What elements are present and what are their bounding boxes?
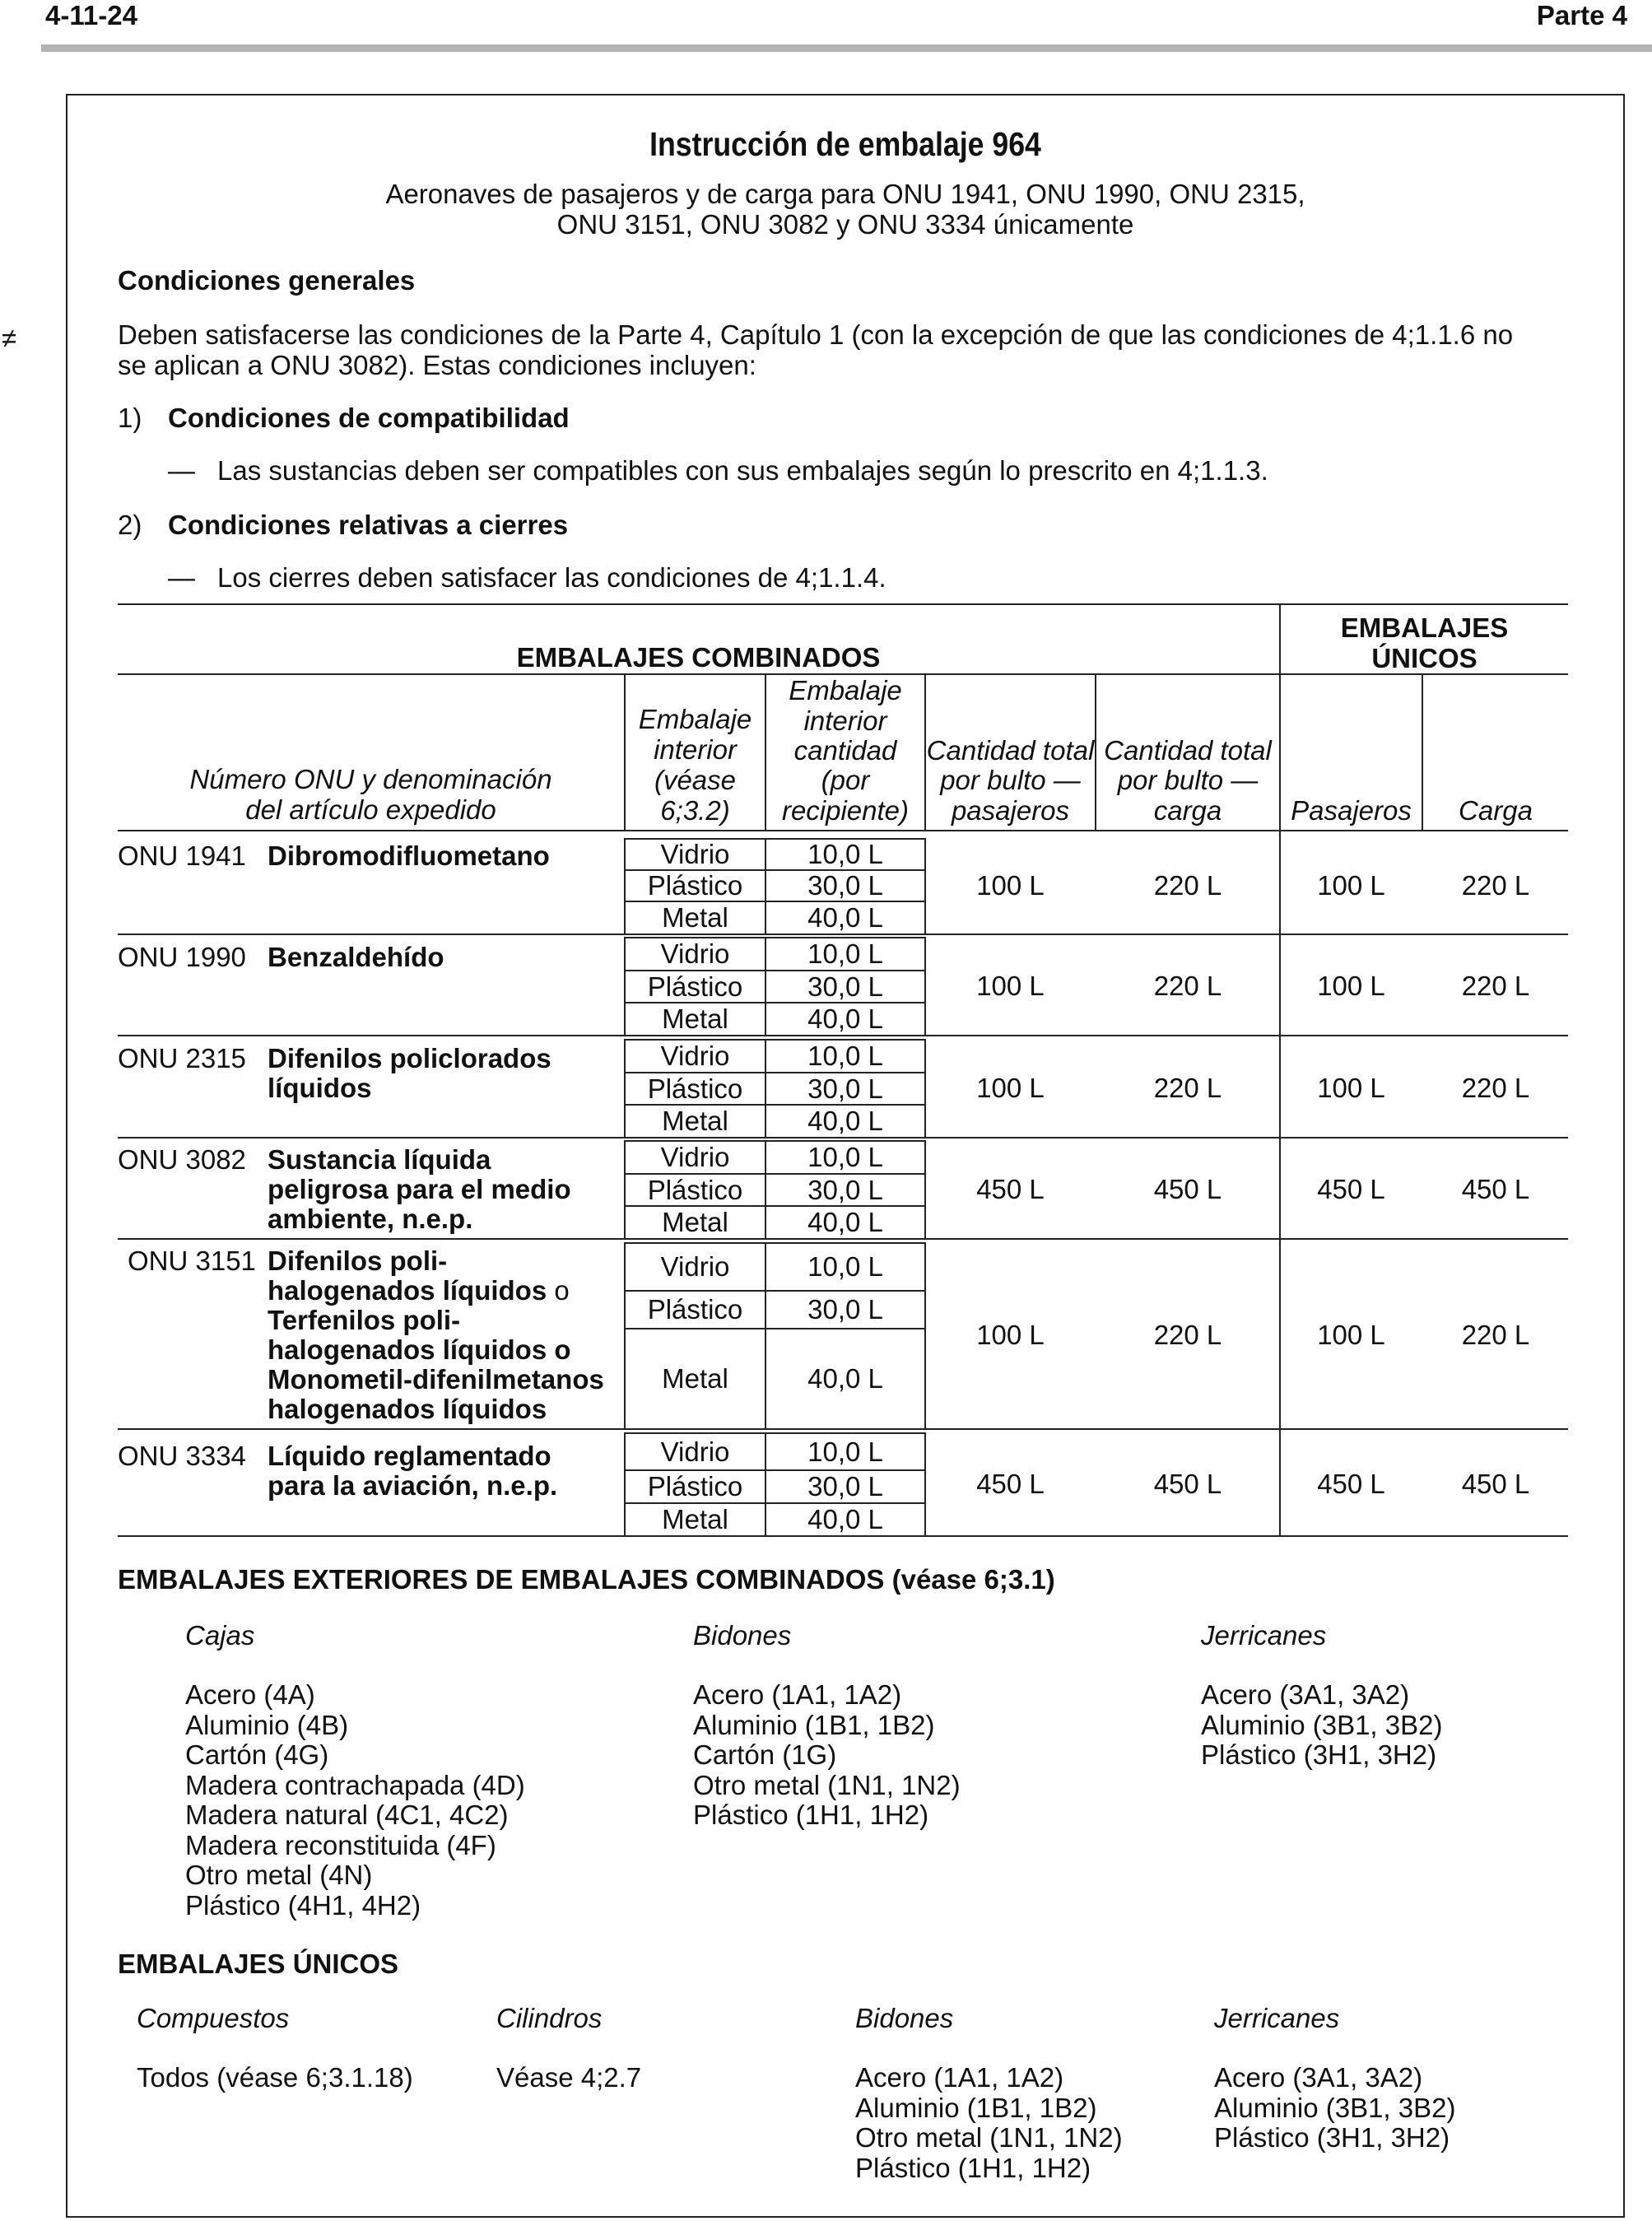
outer-packaging-item: Cartón (1G) — [693, 1739, 837, 1770]
table-top-rule — [118, 603, 1568, 605]
inner-packaging: Metal — [662, 1363, 728, 1394]
single-packaging-item: Aluminio (1B1, 1B2) — [855, 2092, 1097, 2123]
subtitle-line-1: Aeronaves de pasajeros y de carga para ONU 1941, ONU 1990, ONU 2315, — [385, 179, 1305, 209]
substance-name-line: para la aviación, n.e.p. — [268, 1470, 558, 1501]
table-row-rule — [118, 934, 1568, 935]
inner-packaging: Vidrio — [660, 1251, 730, 1282]
single-header-line-1: EMBALAJES — [1340, 612, 1509, 643]
outer-packaging-item: Plástico (4H1, 4H2) — [185, 1889, 421, 1921]
inner-packaging: Plástico — [647, 971, 743, 1002]
inner-quantity: 30,0 L — [807, 1471, 883, 1502]
col-single-pass-header: Pasajeros — [1291, 795, 1412, 826]
inner-quantity: 40,0 L — [807, 902, 883, 933]
col-un-header-2: del artículo expedido — [245, 794, 496, 825]
substance-name-line: halogenados líquidos — [268, 1394, 547, 1424]
inner-packaging: Plástico — [647, 1471, 743, 1502]
col-qty-header-4: (por — [821, 765, 870, 795]
inner-quantity: 40,0 L — [807, 1106, 883, 1136]
inner-packaging: Metal — [662, 1207, 728, 1237]
combined-header: EMBALAJES COMBINADOS — [516, 642, 881, 673]
single-packaging-item: Acero (3A1, 3A2) — [1214, 2062, 1423, 2093]
single-header-rule — [1281, 673, 1568, 675]
outer-packagings-heading: EMBALAJES EXTERIORES DE EMBALAJES COMBINADOS (véase 6;3.1) — [118, 1564, 1055, 1595]
col-un-header-1: Número ONU y denominación — [189, 764, 552, 794]
table-row-rule — [118, 1428, 1568, 1430]
outer-packaging-item: Acero (3A1, 3A2) — [1201, 1679, 1410, 1710]
total-pass-quantity: 100 L — [976, 1320, 1045, 1350]
outer-packaging-item: Cartón (4G) — [185, 1739, 329, 1770]
single-packaging-column-title: Jerricanes — [1214, 2003, 1340, 2033]
condition-2-number: 2) — [118, 510, 142, 540]
subtitle-line-2: ONU 3151, ONU 3082 y ONU 3334 únicamente — [556, 209, 1134, 240]
condition-1-dash: — — [168, 455, 195, 486]
substance-name-line: Difenilos policlorados — [268, 1043, 551, 1073]
single-packaging-item: Véase 4;2.7 — [496, 2062, 642, 2093]
inner-quantity: 10,0 L — [807, 839, 883, 869]
single-packaging-item: Plástico (1H1, 1H2) — [855, 2152, 1091, 2183]
inner-packaging: Vidrio — [660, 938, 730, 969]
col-inner-header-2: interior — [654, 734, 737, 765]
total-cargo-quantity: 220 L — [1153, 870, 1222, 901]
margin-change-mark: ≠ — [2, 323, 17, 353]
col-pass-header-2: por bulto — — [940, 765, 1081, 795]
outer-packaging-item: Madera contrachapada (4D) — [185, 1769, 525, 1800]
outer-packaging-column-title: Cajas — [185, 1620, 255, 1651]
single-packaging-item: Acero (1A1, 1A2) — [855, 2062, 1064, 2093]
single-pass-quantity: 100 L — [1317, 870, 1385, 901]
inner-packaging: Metal — [662, 902, 728, 933]
inner-quantity: 10,0 L — [807, 1142, 883, 1172]
un-number: ONU 2315 — [118, 1043, 246, 1073]
single-packaging-column-title: Bidones — [855, 2003, 954, 2033]
outer-packaging-item: Aluminio (3B1, 3B2) — [1201, 1709, 1443, 1740]
inner-packaging: Plástico — [647, 1073, 743, 1104]
condition-1-heading: Condiciones de compatibilidad — [168, 403, 570, 433]
single-packagings-heading: EMBALAJES ÚNICOS — [118, 1949, 399, 1979]
condition-2-text: Los cierres deben satisfacer las condiciones de 4;1.1.4. — [217, 562, 886, 593]
col-inner-header-1: Embalaje — [638, 704, 752, 734]
inner-quantity: 10,0 L — [807, 1436, 883, 1467]
substance-name-line: halogenados líquidos o — [268, 1275, 570, 1306]
inner-packaging: Vidrio — [660, 1142, 730, 1172]
single-packaging-column-title: Cilindros — [496, 2003, 603, 2033]
inner-packaging: Metal — [662, 1003, 728, 1034]
single-cargo-quantity: 450 L — [1461, 1468, 1530, 1499]
table-row-rule — [118, 1535, 1568, 1537]
outer-packaging-item: Acero (1A1, 1A2) — [693, 1679, 902, 1710]
total-cargo-quantity: 220 L — [1153, 970, 1222, 1001]
substance-name-line: Terfenilos poli- — [268, 1305, 461, 1335]
outer-packaging-item: Acero (4A) — [185, 1679, 315, 1710]
single-pass-quantity: 100 L — [1317, 1320, 1385, 1350]
inner-quantity: 30,0 L — [807, 870, 883, 901]
inner-quantity: 30,0 L — [807, 1294, 883, 1325]
condition-1-number: 1) — [118, 403, 142, 433]
inner-packaging: Plástico — [647, 1174, 743, 1205]
col-cargo-header-2: por bulto — — [1117, 765, 1259, 795]
col-qty-header-2: interior — [803, 705, 887, 736]
substance-name-line: peligrosa para el medio — [268, 1174, 571, 1204]
row-inner-sep-line — [624, 1328, 926, 1329]
substance-name-line: líquidos — [268, 1073, 372, 1103]
single-cargo-quantity: 450 L — [1461, 1173, 1530, 1204]
single-packaging-item: Plástico (3H1, 3H2) — [1214, 2122, 1450, 2153]
outer-packaging-item: Madera reconstituida (4F) — [185, 1829, 496, 1860]
outer-packaging-item: Plástico (3H1, 3H2) — [1201, 1739, 1437, 1770]
un-number: ONU 3151 — [128, 1246, 256, 1276]
single-pass-quantity: 100 L — [1317, 970, 1385, 1001]
page-title: Instrucción de embalaje 964 — [649, 125, 1041, 163]
outer-packaging-column-title: Bidones — [693, 1620, 792, 1651]
row-inner-sep-line — [624, 1290, 926, 1292]
inner-packaging: Vidrio — [660, 1041, 730, 1071]
general-text-line-1: Deben satisfacerse las condiciones de la Parte 4, Capítulo 1 (con la excepción de que las condiciones de 4;1.1.6 no — [118, 319, 1514, 350]
page-part: Parte 4 — [1536, 0, 1627, 30]
total-pass-quantity: 100 L — [976, 1072, 1045, 1103]
inner-quantity: 10,0 L — [807, 1041, 883, 1071]
inner-quantity: 10,0 L — [807, 1251, 883, 1282]
inner-packaging: Metal — [662, 1504, 728, 1534]
single-pass-quantity: 450 L — [1317, 1173, 1385, 1204]
col-inner-header-3: (véase — [654, 765, 737, 795]
col-qty-header-3: cantidad — [793, 735, 897, 766]
substance-name-line: halogenados líquidos o — [268, 1334, 571, 1365]
inner-packaging: Plástico — [647, 1294, 743, 1325]
combined-header-rule — [118, 673, 1279, 675]
single-packaging-item: Todos (véase 6;3.1.18) — [137, 2062, 413, 2093]
inner-quantity: 40,0 L — [807, 1504, 883, 1534]
total-cargo-quantity: 450 L — [1153, 1468, 1222, 1499]
single-packaging-item: Otro metal (1N1, 1N2) — [855, 2122, 1123, 2153]
row-inner-top-line — [624, 1242, 926, 1244]
col-pass-header-3: pasajeros — [951, 795, 1070, 826]
un-number: ONU 3334 — [118, 1441, 246, 1471]
single-cargo-quantity: 220 L — [1461, 970, 1530, 1001]
total-pass-quantity: 100 L — [976, 970, 1045, 1001]
total-pass-quantity: 100 L — [976, 870, 1045, 901]
table-row-rule — [118, 1137, 1568, 1138]
inner-packaging: Vidrio — [660, 1436, 730, 1467]
inner-quantity: 30,0 L — [807, 971, 883, 1002]
un-number: ONU 1990 — [118, 942, 246, 972]
col-pass-header-1: Cantidad total — [926, 735, 1095, 766]
substance-name-line: Difenilos poli- — [268, 1246, 448, 1276]
inner-quantity: 40,0 L — [807, 1003, 883, 1034]
inner-quantity: 10,0 L — [807, 938, 883, 969]
outer-packaging-item: Otro metal (4N) — [185, 1860, 373, 1890]
single-header-line-2: ÚNICOS — [1371, 643, 1477, 673]
table-row-rule — [118, 1035, 1568, 1036]
page-date: 4-11-24 — [45, 0, 137, 30]
outer-packaging-item: Madera natural (4C1, 4C2) — [185, 1800, 509, 1830]
outer-packaging-column-title: Jerricanes — [1201, 1620, 1327, 1651]
general-conditions-heading: Condiciones generales — [118, 265, 416, 296]
inner-packaging: Vidrio — [660, 839, 730, 869]
col-qty-header-5: recipiente) — [781, 795, 910, 826]
inner-packaging: Metal — [662, 1106, 728, 1136]
outer-packaging-item: Aluminio (1B1, 1B2) — [693, 1709, 935, 1740]
inner-quantity: 30,0 L — [807, 1174, 883, 1205]
un-number: ONU 3082 — [118, 1144, 246, 1175]
col-cargo-header-1: Cantidad total — [1104, 735, 1272, 766]
single-pass-quantity: 450 L — [1317, 1468, 1385, 1499]
outer-packaging-item: Aluminio (4B) — [185, 1709, 349, 1740]
inner-quantity: 40,0 L — [807, 1363, 883, 1394]
condition-2-heading: Condiciones relativas a cierres — [168, 510, 569, 540]
substance-name-line: Benzaldehído — [268, 942, 444, 972]
condition-1-text: Las sustancias deben ser compatibles con sus embalajes según lo prescrito en 4;1.1.3. — [217, 455, 1268, 486]
single-cargo-quantity: 220 L — [1461, 1320, 1530, 1350]
row-inner-top-line — [624, 1432, 926, 1434]
total-pass-quantity: 450 L — [976, 1468, 1045, 1499]
condition-2-dash: — — [168, 562, 195, 593]
substance-name-line: Líquido reglamentado — [268, 1441, 551, 1471]
single-cargo-quantity: 220 L — [1461, 870, 1530, 901]
single-pass-quantity: 100 L — [1317, 1072, 1385, 1103]
substance-name-line: ambiente, n.e.p. — [268, 1204, 473, 1234]
total-cargo-quantity: 220 L — [1153, 1320, 1222, 1350]
total-cargo-quantity: 450 L — [1153, 1173, 1222, 1204]
single-divider-line — [1279, 603, 1281, 1535]
name-connector: o — [547, 1275, 570, 1306]
header-bottom-rule — [118, 830, 1568, 831]
header-rule — [41, 44, 1652, 52]
un-number: ONU 1941 — [118, 840, 246, 871]
single-packaging-item: Aluminio (3B1, 3B2) — [1214, 2092, 1456, 2123]
general-text-line-2: se aplican a ONU 3082). Estas condiciones incluyen: — [118, 350, 756, 380]
single-cargo-quantity: 220 L — [1461, 1072, 1530, 1103]
inner-quantity: 40,0 L — [807, 1207, 883, 1237]
col-inner-header-4: 6;3.2) — [660, 795, 730, 826]
table-row-rule — [118, 1238, 1568, 1240]
total-pass-quantity: 450 L — [976, 1173, 1045, 1204]
single-packaging-column-title: Compuestos — [137, 2003, 290, 2033]
col-single-cargo-header: Carga — [1459, 795, 1533, 826]
total-cargo-quantity: 220 L — [1153, 1072, 1222, 1103]
outer-packaging-item: Plástico (1H1, 1H2) — [693, 1800, 929, 1830]
substance-name-line: Monometil-difenilmetanos — [268, 1364, 604, 1395]
inner-quantity: 30,0 L — [807, 1073, 883, 1104]
col-cargo-header-3: carga — [1153, 795, 1222, 826]
inner-packaging: Plástico — [647, 870, 743, 901]
substance-name-line: Sustancia líquida — [268, 1144, 491, 1175]
substance-name-line: Dibromodifluometano — [268, 840, 550, 871]
outer-packaging-item: Otro metal (1N1, 1N2) — [693, 1769, 961, 1800]
col-qty-header-1: Embalaje — [789, 675, 902, 705]
